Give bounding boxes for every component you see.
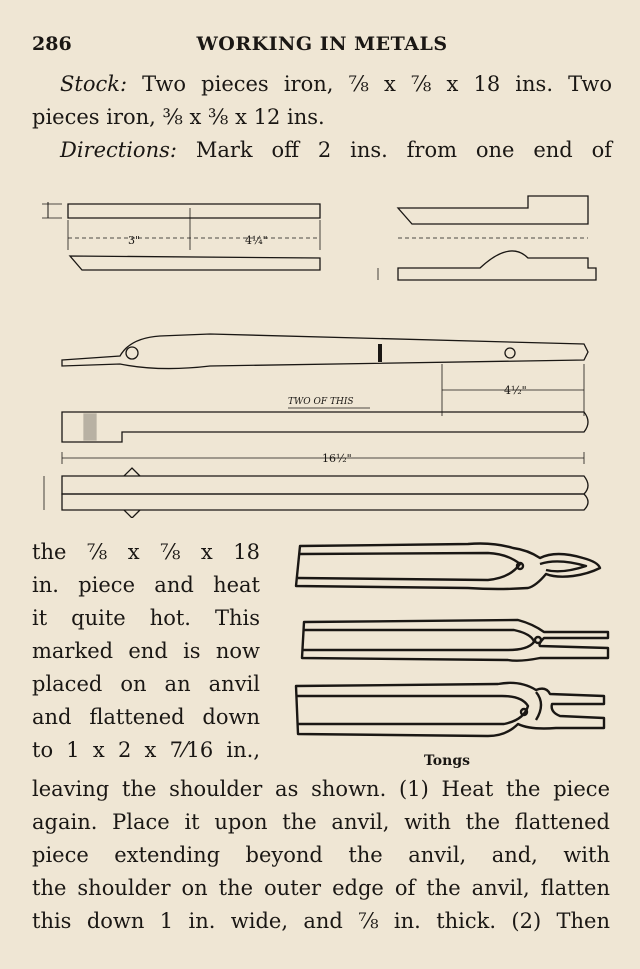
figure-caption: Tongs <box>424 753 470 769</box>
stock-text: Two pieces iron, ⅞ x ⅞ x 18 ins. Two <box>127 72 612 96</box>
body-line-5: this down 1 in. wide, and ⅞ in. thick. (2) Then <box>32 909 610 933</box>
page-number: 286 <box>32 33 72 55</box>
directions-text: Mark off 2 ins. from one end of <box>176 138 612 162</box>
body-line-2: again. Place it upon the anvil, with the flattened <box>32 810 610 834</box>
tongs-illustration <box>288 536 618 746</box>
dim-3-label: 3" <box>128 234 141 247</box>
long-tong <box>62 334 588 369</box>
stock-line <box>32 68 612 101</box>
plan-view-upper <box>62 412 588 442</box>
tong-1 <box>296 544 600 590</box>
body-line-4: the shoulder on the outer edge of the anvil, flatten <box>32 876 610 900</box>
piece-lower-right <box>398 251 596 280</box>
directions-label: Directions: <box>60 138 177 162</box>
wrap-paragraph <box>32 536 260 767</box>
directions-line <box>32 134 612 167</box>
plan-view-lower <box>62 476 588 494</box>
dim-16h-label: 16½" <box>322 452 352 465</box>
dim-4h-label: 4½" <box>504 384 527 397</box>
wrap-line-7: to 1 x 2 x 7⁄16 in., <box>32 738 260 762</box>
wrap-line-2: in. piece and heat <box>32 573 260 597</box>
wrap-line-1: the ⅞ x ⅞ x 18 <box>32 540 260 564</box>
body-line-3: piece extending beyond the anvil, and, with <box>32 843 610 867</box>
wrap-line-3: it quite hot. This <box>32 606 260 630</box>
page-header <box>32 33 612 59</box>
dim-4q-label: 4¼" <box>245 234 268 247</box>
bar-lower <box>70 256 320 270</box>
running-title: WORKING IN METALS <box>196 33 448 55</box>
intro-paragraph <box>32 68 612 167</box>
tong-2 <box>302 620 608 661</box>
body-paragraph <box>32 773 610 938</box>
tongs-technical-drawing <box>40 188 620 518</box>
stock-label: Stock: <box>60 72 128 96</box>
stock-line-2: pieces iron, ⅜ x ⅜ x 12 ins. <box>32 105 325 129</box>
tong-3 <box>296 683 604 736</box>
bar-upper <box>68 204 320 218</box>
piece-upper-right <box>398 196 588 224</box>
two-of-this-label: TWO OF THIS <box>288 397 354 407</box>
wrap-line-6: and flattened down <box>32 705 260 729</box>
wrap-line-5: placed on an anvil <box>32 672 260 696</box>
body-line-1: leaving the shoulder as shown. (1) Heat the piece <box>32 777 610 801</box>
wrap-line-4: marked end is now <box>32 639 260 663</box>
